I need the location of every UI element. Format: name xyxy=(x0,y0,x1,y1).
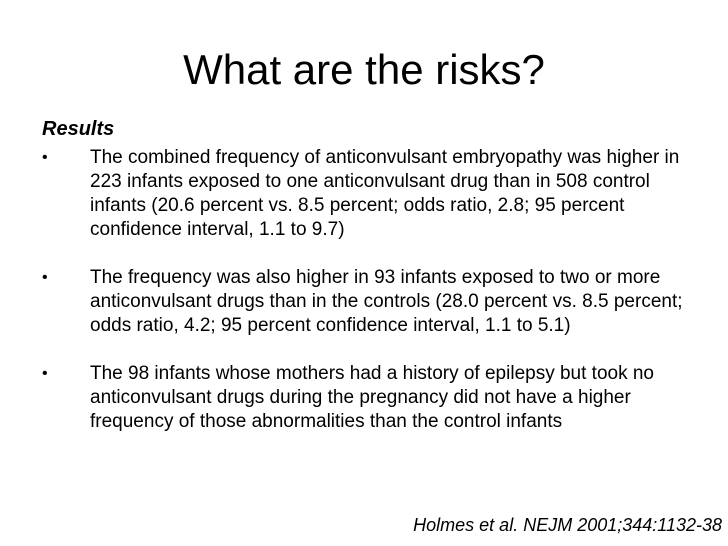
bullet-item-3 xyxy=(36,362,696,434)
bullet-list xyxy=(36,146,696,434)
section-heading-results: Results xyxy=(42,118,115,140)
bullet-text-1: The combined frequency of anticonvulsant embryopathy was higher in 223 infants exposed to one anticonvulsant drug than in 508 control infants (20.6 percent vs. 8.5 percent; odds ratio, 2.8; 95 percent confidence interval, 1.1 to 9.7) xyxy=(90,147,680,240)
bullet-text-3: The 98 infants whose mothers had a history of epilepsy but took no anticonvulsant drugs during the pregnancy did not have a higher frequency of those abnormalities than the control infants xyxy=(90,363,654,432)
bullet-text-2: The frequency was also higher in 93 infants exposed to two or more anticonvulsant drugs than in the controls (28.0 percent vs. 8.5 percent; odds ratio, 4.2; 95 percent confidence interval, 1.1 to 5.1) xyxy=(90,267,683,336)
bullet-item-1 xyxy=(36,146,696,242)
slide-title: What are the risks? xyxy=(183,46,545,93)
bullet-item-2 xyxy=(36,266,696,338)
bullet-marker-icon: • xyxy=(42,149,48,166)
citation: Holmes et al. NEJM 2001;344:1132-38 xyxy=(413,515,722,535)
bullet-marker-icon: • xyxy=(42,269,48,286)
bullet-marker-icon: • xyxy=(42,365,48,382)
